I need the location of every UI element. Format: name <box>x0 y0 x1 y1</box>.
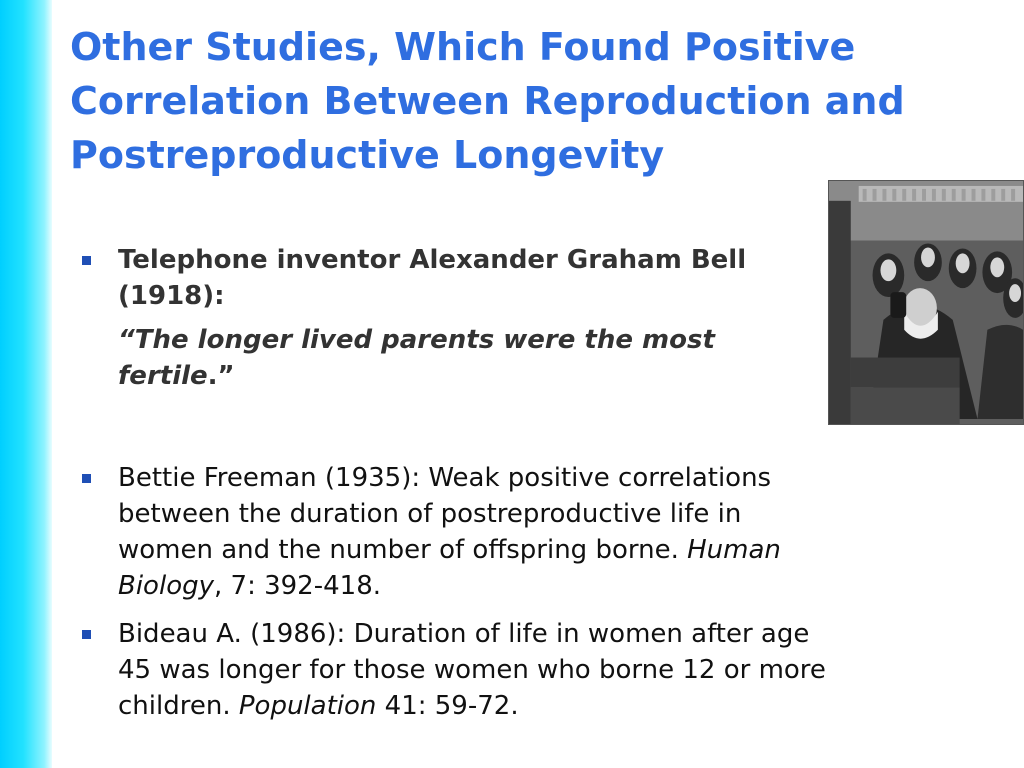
bullet-item-bideau <box>80 616 840 724</box>
bullet-bell-lead: Telephone inventor Alexander Graham Bell (1918): <box>118 245 747 311</box>
bullet-list <box>80 242 840 724</box>
historical-photo-alexander-graham-bell <box>829 181 1023 424</box>
bullet-freeman-text: Bettie Freeman (1935): Weak positive correlations between the duration of postreproductive life in women and the number of offspring borne. <box>118 463 772 565</box>
bullet-marker <box>82 630 91 639</box>
bell-quote-text: The longer lived parents were the most fertile <box>118 325 715 391</box>
bullet-marker <box>82 474 91 483</box>
bullet-marker <box>82 256 91 265</box>
side-accent-bar <box>0 0 52 768</box>
bullet-item-freeman <box>80 460 840 604</box>
bullet-bideau-text: Bideau A. (1986): Duration of life in women after age 45 was longer for those women who borne 12 or more children. <box>118 619 826 721</box>
bullet-bideau-cite: 41: 59-72. <box>376 691 519 721</box>
bullet-bideau-journal: Population <box>238 691 377 721</box>
bullet-item-bell <box>80 242 840 394</box>
bullet-freeman-cite: , 7: 392-418. <box>214 571 381 601</box>
slide-title: Other Studies, Which Found Positive Correlation Between Reproduction and Postreproductive Longevity <box>70 25 905 177</box>
bullet-freeman-journal: Human Biology <box>118 535 781 601</box>
bullet-bell-quote: “The longer lived parents were the most fertile.” <box>118 325 715 391</box>
historical-photo <box>828 180 1024 425</box>
